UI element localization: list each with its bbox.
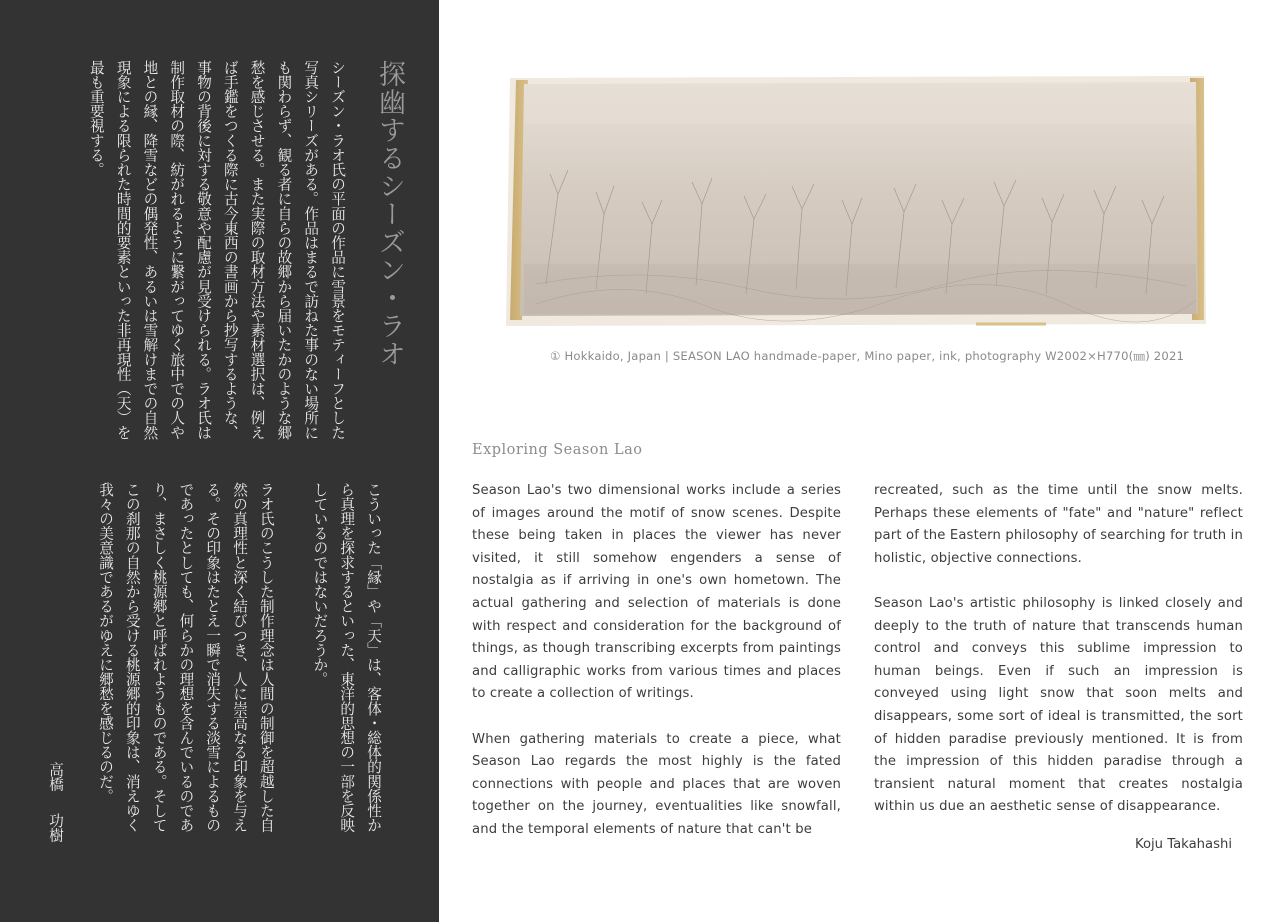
jp-paragraph-2 [76, 482, 386, 842]
en-column-2 [874, 480, 1243, 842]
en-paragraph: recreated, such as the time until the snow melts. Perhaps these elements of "fate" and "nature" reflect part of the Eastern philosophy of searching for truth in holistic, objective connections. [874, 483, 1243, 566]
en-paragraph: Season Lao's artistic philosophy is linked closely and deeply to the truth of nature that transcends human control and conveys this sublime impression to human beings. Even if such an impression is conveyed using light snow that soon melts and disappears, some sort of ideal is transmitted, the sort of hidden paradise previously mentioned. It is from the impression of this hidden paradise through a transient natural moment that creates nostalgia within us due an aesthetic sense of disappearance. [874, 595, 1243, 815]
jp-paragraph-1: シーズン・ラオ氏の平面の作品に雪景をモティーフとした写真シリーズがある。作品はまるで訪ねた事のない場所にも関わらず、観る者に自らの故郷から届いたかのような郷愁を感じさせる。また実際の取材方法や素材選択は、例えば手鑑をつくる際に古今東西の書画から抄写するような、事物の背後に対する敬意や配慮が見受けられる。ラオ氏は制作取材の際、紡がれるように繋がってゆく旅中での人や地との縁、降雪などの偶発性、あるいは雪解けまでの自然現象による限られた時間的要素といった非再現性（天）を最も重要視する。 [87, 60, 346, 440]
jp-author [44, 762, 66, 842]
en-paragraph: When gathering materials to create a piece, what Season Lao regards the most highly is the fated connections with people and places that are woven together on the journey, eventualities like snowfall, and the temporal elements of nature that can't be [472, 731, 841, 837]
snow-scene-artwork-image [506, 74, 1208, 330]
artwork-caption: ① Hokkaido, Japan | SEASON LAO handmade-paper, Mino paper, ink, photography W2002×H770(㎜) 2021 [550, 349, 1185, 363]
en-paragraph: Season Lao's two dimensional works include a series of images around the motif of snow scenes. Despite these being taken in places the viewer has never visited, it still somehow engenders a sense of nostalgia as if arriving in one's own hometown. The actual gathering and selection of materials is done with respect and consideration for the background of things, as though transcribing excerpts from paintings and calligraphic works from various times and places to create a collection of writings. [472, 483, 841, 702]
jp-paragraph-2a: こういった「縁」や「天」は、客体・総体的関係性から真理を探求するといった、東洋的思想の一部を反映しているのではないだろうか。 [311, 482, 382, 833]
jp-author-family: 高橋 [47, 762, 64, 792]
en-column-1 [472, 480, 841, 864]
jp-title: 探幽するシーズン・ラオ [374, 60, 405, 368]
en-author: Koju Takahashi [1134, 837, 1232, 852]
japanese-text-panel [0, 0, 439, 922]
jp-paragraph-2b: ラオ氏のこうした制作理念は人間の制御を超越した自然の真理性と深く結びつき、人に崇高なる印象を与える。その印象はたとえ一瞬で消失する淡雪によるものであったとしても、何らかの理想を含んでいるのであり、まさしく桃源郷と呼ばれようものである。そしてこの刹那の自然から受ける桃源郷的印象は、消えゆく我々の美意識であるがゆえに郷愁を感じるのだ。 [97, 482, 275, 833]
jp-author-given: 功樹 [47, 813, 64, 843]
en-title: Exploring Season Lao [472, 442, 643, 458]
